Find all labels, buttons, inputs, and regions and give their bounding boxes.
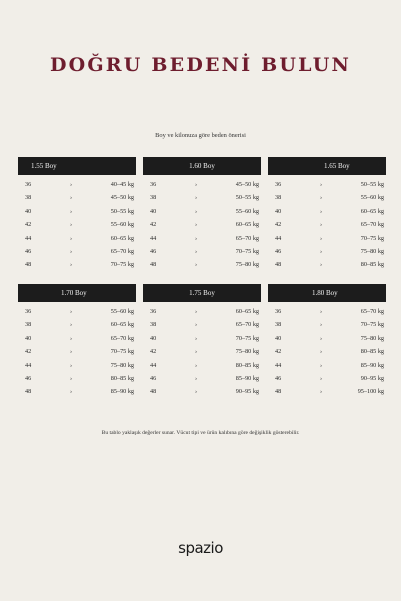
weight-range: 65–70 kg bbox=[110, 247, 134, 255]
chevron-right-icon: › bbox=[70, 207, 73, 215]
chevron-right-icon: › bbox=[70, 374, 73, 382]
size-table-155 bbox=[18, 157, 136, 272]
size-row bbox=[18, 205, 136, 218]
size-row bbox=[143, 205, 261, 218]
weight-range: 65–70 kg bbox=[235, 234, 259, 242]
size-row bbox=[268, 205, 386, 218]
weight-range: 70–75 kg bbox=[235, 334, 259, 342]
weight-range: 80–85 kg bbox=[110, 374, 134, 382]
size-row bbox=[18, 191, 136, 204]
weight-range: 55–60 kg bbox=[235, 207, 259, 215]
size-row bbox=[18, 372, 136, 385]
weight-range: 90–95 kg bbox=[360, 374, 384, 382]
size-table-rows bbox=[268, 178, 386, 272]
chevron-right-icon: › bbox=[70, 194, 73, 202]
weight-range: 50–55 kg bbox=[235, 194, 259, 202]
size-value: 44 bbox=[150, 361, 157, 369]
size-value: 44 bbox=[150, 234, 157, 242]
size-row bbox=[18, 232, 136, 245]
size-value: 40 bbox=[150, 207, 157, 215]
weight-range: 65–70 kg bbox=[360, 308, 384, 315]
size-value: 36 bbox=[275, 308, 282, 315]
chevron-right-icon: › bbox=[320, 261, 323, 269]
size-row bbox=[143, 359, 261, 372]
size-value: 46 bbox=[275, 247, 282, 255]
chevron-right-icon: › bbox=[320, 321, 323, 329]
brand-logo: spazio bbox=[178, 539, 223, 557]
page-title: DOĞRU BEDENİ BULUN bbox=[49, 54, 352, 76]
size-value: 36 bbox=[150, 181, 157, 188]
chevron-right-icon: › bbox=[195, 388, 198, 396]
chevron-right-icon: › bbox=[195, 221, 198, 229]
size-value: 40 bbox=[25, 334, 32, 342]
weight-range: 80–85 kg bbox=[235, 361, 259, 369]
size-chart-row-1 bbox=[18, 157, 390, 277]
weight-range: 80–85 kg bbox=[360, 348, 384, 356]
chevron-right-icon: › bbox=[195, 348, 198, 356]
chevron-right-icon: › bbox=[195, 334, 198, 342]
weight-range: 60–65 kg bbox=[235, 308, 259, 315]
weight-range: 60–65 kg bbox=[110, 234, 134, 242]
size-value: 40 bbox=[275, 334, 282, 342]
size-row bbox=[18, 385, 136, 398]
chevron-right-icon: › bbox=[320, 194, 323, 202]
size-row bbox=[18, 332, 136, 345]
weight-range: 85–90 kg bbox=[360, 361, 384, 369]
size-row bbox=[268, 372, 386, 385]
size-row bbox=[18, 245, 136, 258]
weight-range: 65–70 kg bbox=[360, 221, 384, 229]
size-value: 42 bbox=[275, 348, 282, 356]
weight-range: 45–50 kg bbox=[110, 194, 134, 202]
weight-range: 75–80 kg bbox=[360, 247, 384, 255]
size-row bbox=[268, 305, 386, 318]
size-value: 36 bbox=[275, 181, 282, 188]
size-value: 48 bbox=[275, 388, 282, 396]
chevron-right-icon: › bbox=[320, 221, 323, 229]
weight-range: 55–60 kg bbox=[110, 221, 134, 229]
size-row bbox=[268, 385, 386, 398]
weight-range: 40–45 kg bbox=[110, 181, 134, 188]
weight-range: 70–75 kg bbox=[360, 321, 384, 329]
size-row bbox=[143, 178, 261, 191]
chevron-right-icon: › bbox=[195, 207, 198, 215]
weight-range: 65–70 kg bbox=[110, 334, 134, 342]
size-value: 36 bbox=[25, 181, 32, 188]
size-row bbox=[18, 305, 136, 318]
size-value: 46 bbox=[275, 374, 282, 382]
chevron-right-icon: › bbox=[195, 374, 198, 382]
size-row bbox=[268, 318, 386, 331]
chevron-right-icon: › bbox=[320, 207, 323, 215]
size-row bbox=[143, 218, 261, 231]
size-row bbox=[268, 245, 386, 258]
weight-range: 60–65 kg bbox=[110, 321, 134, 329]
weight-range: 75–80 kg bbox=[360, 334, 384, 342]
size-row bbox=[18, 218, 136, 231]
size-value: 40 bbox=[275, 207, 282, 215]
weight-range: 55–60 kg bbox=[110, 308, 134, 315]
weight-range: 60–65 kg bbox=[235, 221, 259, 229]
size-table-175 bbox=[143, 284, 261, 399]
size-row bbox=[268, 345, 386, 358]
size-value: 48 bbox=[25, 261, 32, 269]
size-value: 42 bbox=[150, 221, 157, 229]
weight-range: 80–85 kg bbox=[360, 261, 384, 269]
size-value: 44 bbox=[25, 361, 32, 369]
size-value: 38 bbox=[150, 194, 157, 202]
size-row bbox=[18, 258, 136, 271]
size-row bbox=[18, 345, 136, 358]
chevron-right-icon: › bbox=[195, 321, 198, 329]
size-value: 48 bbox=[25, 388, 32, 396]
size-table-rows bbox=[18, 305, 136, 399]
size-value: 44 bbox=[25, 234, 32, 242]
size-row bbox=[18, 359, 136, 372]
size-table-header: 1.70 Boy bbox=[18, 284, 136, 302]
weight-range: 75–80 kg bbox=[235, 261, 259, 269]
chevron-right-icon: › bbox=[320, 388, 323, 396]
size-value: 38 bbox=[150, 321, 157, 329]
chevron-right-icon: › bbox=[195, 261, 198, 269]
size-table-header: 1.75 Boy bbox=[143, 284, 261, 302]
chevron-right-icon: › bbox=[70, 221, 73, 229]
size-value: 46 bbox=[150, 374, 157, 382]
size-row bbox=[18, 178, 136, 191]
size-value: 38 bbox=[25, 194, 32, 202]
chevron-right-icon: › bbox=[195, 194, 198, 202]
weight-range: 95–100 kg bbox=[357, 388, 384, 396]
weight-range: 90–95 kg bbox=[235, 388, 259, 396]
size-value: 38 bbox=[275, 194, 282, 202]
chevron-right-icon: › bbox=[70, 388, 73, 396]
size-row bbox=[143, 232, 261, 245]
size-value: 42 bbox=[25, 348, 32, 356]
size-value: 44 bbox=[275, 361, 282, 369]
size-value: 44 bbox=[275, 234, 282, 242]
chevron-right-icon: › bbox=[70, 247, 73, 255]
weight-range: 55–60 kg bbox=[360, 194, 384, 202]
size-row bbox=[268, 218, 386, 231]
weight-range: 70–75 kg bbox=[360, 234, 384, 242]
size-value: 36 bbox=[150, 308, 157, 315]
size-row bbox=[268, 258, 386, 271]
weight-range: 60–65 kg bbox=[360, 207, 384, 215]
size-row bbox=[143, 318, 261, 331]
size-value: 42 bbox=[275, 221, 282, 229]
size-value: 36 bbox=[25, 308, 32, 315]
size-row bbox=[268, 359, 386, 372]
weight-range: 75–80 kg bbox=[235, 348, 259, 356]
chevron-right-icon: › bbox=[70, 361, 73, 369]
weight-range: 50–55 kg bbox=[110, 207, 134, 215]
chevron-right-icon: › bbox=[70, 334, 73, 342]
weight-range: 85–90 kg bbox=[110, 388, 134, 396]
chevron-right-icon: › bbox=[320, 247, 323, 255]
size-value: 42 bbox=[150, 348, 157, 356]
weight-range: 75–80 kg bbox=[110, 361, 134, 369]
size-value: 46 bbox=[25, 374, 32, 382]
weight-range: 70–75 kg bbox=[235, 247, 259, 255]
disclaimer-note: Bu tablo yaklaşık değerler sunar. Vücut tipi ve ürün kalıbına göre değişiklik gösterebilir. bbox=[101, 430, 300, 436]
size-row bbox=[143, 345, 261, 358]
size-row bbox=[143, 245, 261, 258]
chevron-right-icon: › bbox=[70, 348, 73, 356]
size-value: 48 bbox=[275, 261, 282, 269]
size-table-180 bbox=[268, 284, 386, 399]
chevron-right-icon: › bbox=[320, 234, 323, 242]
chevron-right-icon: › bbox=[320, 334, 323, 342]
size-value: 38 bbox=[275, 321, 282, 329]
chevron-right-icon: › bbox=[70, 261, 73, 269]
size-table-header: 1.80 Boy bbox=[268, 284, 386, 302]
size-value: 40 bbox=[150, 334, 157, 342]
size-table-rows bbox=[18, 178, 136, 272]
size-row bbox=[143, 305, 261, 318]
size-table-header: 1.60 Boy bbox=[143, 157, 261, 175]
size-row bbox=[143, 332, 261, 345]
page-subtitle: Boy ve kilonuza göre beden önerisi bbox=[155, 132, 246, 139]
size-value: 40 bbox=[25, 207, 32, 215]
size-row bbox=[143, 258, 261, 271]
chevron-right-icon: › bbox=[195, 234, 198, 242]
size-value: 38 bbox=[25, 321, 32, 329]
chevron-right-icon: › bbox=[70, 321, 73, 329]
size-row bbox=[268, 191, 386, 204]
size-table-160 bbox=[143, 157, 261, 272]
chevron-right-icon: › bbox=[195, 181, 198, 188]
size-row bbox=[268, 332, 386, 345]
size-row bbox=[143, 191, 261, 204]
weight-range: 70–75 kg bbox=[110, 348, 134, 356]
chevron-right-icon: › bbox=[70, 308, 73, 315]
chevron-right-icon: › bbox=[320, 348, 323, 356]
chevron-right-icon: › bbox=[320, 361, 323, 369]
size-value: 46 bbox=[25, 247, 32, 255]
size-row bbox=[18, 318, 136, 331]
weight-range: 45–50 kg bbox=[235, 181, 259, 188]
size-row bbox=[268, 178, 386, 191]
size-chart-row-2 bbox=[18, 284, 390, 404]
size-table-rows bbox=[143, 178, 261, 272]
size-table-170 bbox=[18, 284, 136, 399]
chevron-right-icon: › bbox=[320, 374, 323, 382]
size-row bbox=[268, 232, 386, 245]
chevron-right-icon: › bbox=[320, 181, 323, 188]
size-table-header: 1.55 Boy bbox=[18, 157, 136, 175]
size-row bbox=[143, 385, 261, 398]
size-table-165 bbox=[268, 157, 386, 272]
size-value: 46 bbox=[150, 247, 157, 255]
chevron-right-icon: › bbox=[70, 181, 73, 188]
chevron-right-icon: › bbox=[195, 361, 198, 369]
weight-range: 70–75 kg bbox=[110, 261, 134, 269]
chevron-right-icon: › bbox=[195, 308, 198, 315]
size-row bbox=[143, 372, 261, 385]
weight-range: 50–55 kg bbox=[360, 181, 384, 188]
size-table-header: 1.65 Boy bbox=[268, 157, 386, 175]
chevron-right-icon: › bbox=[70, 234, 73, 242]
size-value: 42 bbox=[25, 221, 32, 229]
size-value: 48 bbox=[150, 261, 157, 269]
weight-range: 85–90 kg bbox=[235, 374, 259, 382]
chevron-right-icon: › bbox=[195, 247, 198, 255]
size-value: 48 bbox=[150, 388, 157, 396]
size-table-rows bbox=[143, 305, 261, 399]
size-table-rows bbox=[268, 305, 386, 399]
chevron-right-icon: › bbox=[320, 308, 323, 315]
weight-range: 65–70 kg bbox=[235, 321, 259, 329]
